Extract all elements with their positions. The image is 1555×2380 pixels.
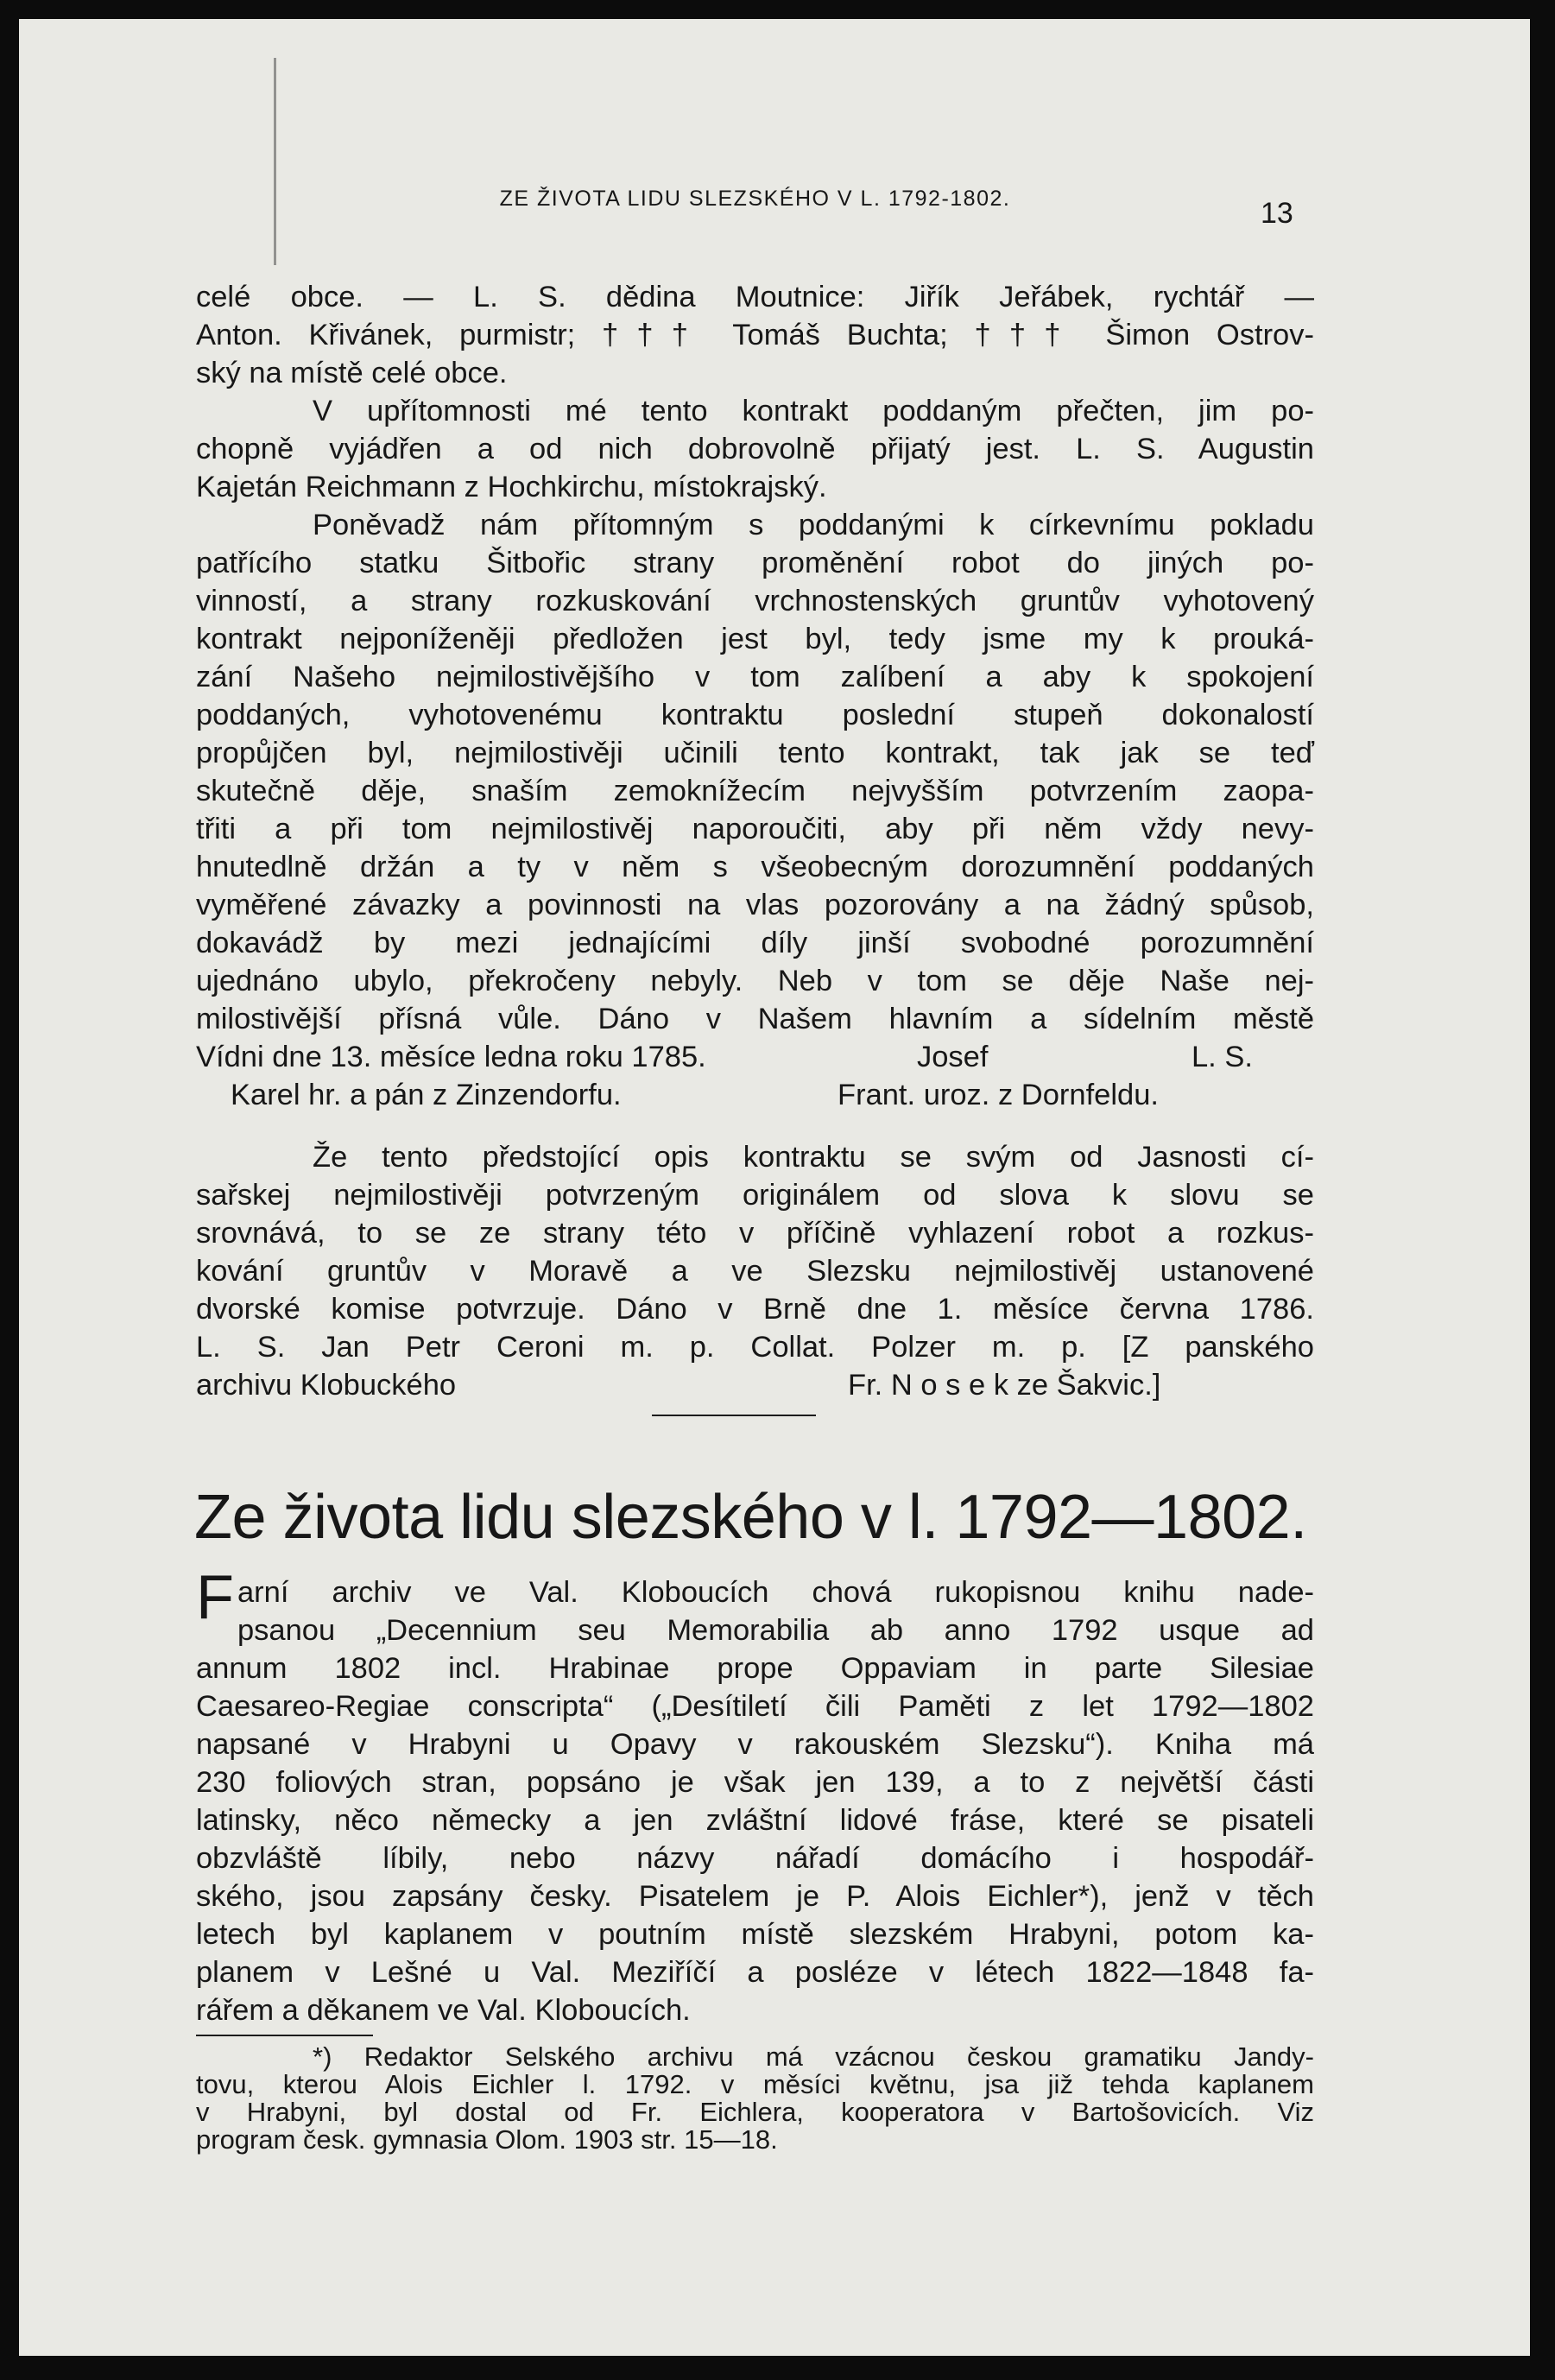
- text-line: dokavádž by mezi jednajícími díly jinší svobodné porozumnění: [196, 927, 1314, 959]
- footnote-divider: [196, 2035, 373, 2036]
- attestation-signature: [848, 1366, 1160, 1404]
- text-line: ujednáno ubylo, překročeny nebyly. Neb v tom se děje Naše nej-: [196, 965, 1314, 997]
- text-line: rářem a děkanem ve Val. Kloboucích.: [196, 1994, 691, 2027]
- text-line: letech byl kaplanem v poutním místě slezském Hrabyni, potom ka-: [196, 1918, 1314, 1951]
- text-line: arní archiv ve Val. Kloboucích chová rukopisnou knihu nade-: [237, 1576, 1314, 1609]
- signature-ls: L. S.: [1192, 1041, 1253, 1073]
- text-line: milostivější přísná vůle. Dáno v Našem hlavním a sídelním městě: [196, 1003, 1314, 1035]
- signer-initial: Fr.: [848, 1369, 883, 1402]
- footnote-line: program česk. gymnasia Olom. 1903 str. 15—18.: [196, 2124, 778, 2155]
- text-line: chopně vyjádřen a od nich dobrovolně přijatý jest. L. S. Augustin: [196, 433, 1314, 465]
- text-line: Že tento předstojící opis kontraktu se svým od Jasnosti cí-: [313, 1141, 1314, 1174]
- text-line: propůjčen byl, nejmilostivěji učinili tento kontrakt, tak jak se teď: [196, 737, 1314, 769]
- article-title: Ze života lidu slezského v l. 1792—1802.: [194, 1483, 1307, 1552]
- text-line: kování gruntův v Moravě a ve Slezsku nejmilostivěj ustanovené: [196, 1255, 1314, 1288]
- text-line: Vídni dne 13. měsíce ledna roku 1785.: [196, 1041, 706, 1073]
- running-header: ZE ŽIVOTA LIDU SLEZSKÉHO V L. 1792-1802.: [499, 187, 1011, 211]
- text-line: ský na místě celé obce.: [196, 357, 508, 389]
- text-line: hnutedlně držán a ty v něm s všeobecným dorozumnění poddaných: [196, 851, 1314, 883]
- attestation-archive: archivu Klobuckého: [196, 1369, 457, 1402]
- footnote-line: v Hrabyni, byl dostal od Fr. Eichlera, kooperatora v Bartošovicích. Viz: [196, 2097, 1314, 2127]
- footnote-line: tovu, kterou Alois Eichler l. 1792. v měsíci květnu, jsa již tehda kaplanem: [196, 2069, 1314, 2099]
- text-line: dvorské komise potvrzuje. Dáno v Brně dne 1. měsíce června 1786.: [196, 1293, 1314, 1326]
- section-divider: [652, 1415, 816, 1416]
- text-line: ského, jsou zapsány česky. Pisatelem je P. Alois Eichler*), jenž v těch: [196, 1880, 1314, 1913]
- drop-cap: F: [196, 1563, 234, 1632]
- text-line: Caesareo-Regiae conscripta“ („Desítiletí čili Paměti z let 1792—1802: [196, 1690, 1314, 1723]
- text-line: poddaných, vyhotovenému kontraktu poslední stupeň dokonalostí: [196, 699, 1314, 731]
- text-line: skutečně děje, snaším zemoknížecím nejvyšším potvrzením zaopa-: [196, 775, 1314, 807]
- text-line: zání Našeho nejmilostivějšího v tom zalíbení a aby k spokojení: [196, 661, 1314, 693]
- text-line: patřícího statku Šitbořic strany proměnění robot do jiných po-: [196, 547, 1314, 579]
- text-line: Kajetán Reichmann z Hochkirchu, místokrajský.: [196, 471, 827, 503]
- text-line: Poněvadž nám přítomným s poddanými k církevnímu pokladu: [313, 509, 1314, 541]
- page-fold-mark: [274, 58, 276, 265]
- text-line: Anton. Křivánek, purmistr; ††† Tomáš Buchta; ††† Šimon Ostrov-: [196, 319, 1314, 351]
- page-number: 13: [1261, 197, 1293, 230]
- signature-josef: Josef: [917, 1041, 989, 1073]
- text-line: obzvláště líbily, nebo názvy nářadí domácího i hospodář-: [196, 1842, 1314, 1875]
- signature-dornfeld: Frant. uroz. z Dornfeldu.: [838, 1079, 1159, 1111]
- text-line: sařskej nejmilostivěji potvrzeným originálem od slova k slovu se: [196, 1179, 1314, 1212]
- signer-name-spaced: N o s e k: [890, 1369, 1008, 1402]
- signature-zinzendorf: Karel hr. a pán z Zinzendorfu.: [231, 1079, 622, 1111]
- text-line: psanou „Decennium seu Memorabilia ab anno 1792 usque ad: [237, 1614, 1314, 1647]
- text-line: napsané v Hrabyni u Opavy v rakouském Slezsku“). Kniha má: [196, 1728, 1314, 1761]
- text-line: vinností, a strany rozkuskování vrchnostenských gruntův vyhotovený: [196, 585, 1314, 617]
- text-line: celé obce. — L. S. dědina Moutnice: Jiřík Jeřábek, rychtář —: [196, 281, 1314, 313]
- text-line: latinsky, něco německy a jen zvláštní lidové fráse, které se pisateli: [196, 1804, 1314, 1837]
- signer-tail: ze Šakvic.]: [1016, 1369, 1161, 1402]
- text-line: 230 foliových stran, popsáno je však jen 139, a to z největší části: [196, 1766, 1314, 1799]
- text-line: srovnává, to se ze strany této v příčině vyhlazení robot a rozkus-: [196, 1217, 1314, 1250]
- text-line: vyměřené závazky a povinnosti na vlas pozorovány a na žádný spůsob,: [196, 889, 1314, 921]
- text-line: planem v Lešné u Val. Meziříčí a posléze v létech 1822—1848 fa-: [196, 1956, 1314, 1989]
- footnote-line: *) Redaktor Selského archivu má vzácnou českou gramatiku Jandy-: [313, 2041, 1314, 2072]
- book-page: [19, 19, 1530, 2356]
- text-line: V upřítomnosti mé tento kontrakt poddaným přečten, jim po-: [313, 395, 1314, 427]
- text-line: L. S. Jan Petr Ceroni m. p. Collat. Polzer m. p. [Z panského: [196, 1331, 1314, 1364]
- text-line: annum 1802 incl. Hrabinae prope Oppaviam in parte Silesiae: [196, 1652, 1314, 1685]
- text-line: kontrakt nejponíženěji předložen jest byl, tedy jsme my k prouká-: [196, 623, 1314, 655]
- text-line: třiti a při tom nejmilostivěj naporoučiti, aby při něm vždy nevy-: [196, 813, 1314, 845]
